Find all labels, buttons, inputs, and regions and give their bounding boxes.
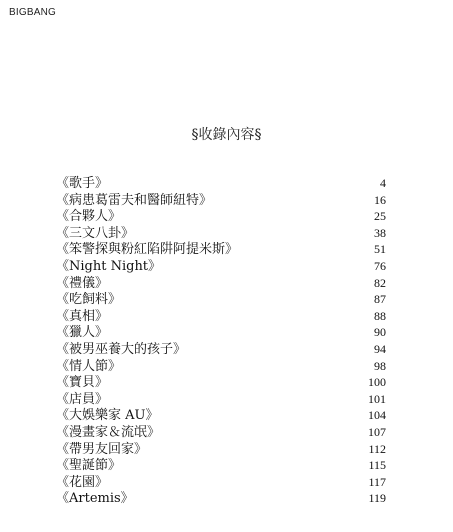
section-title: §收錄內容§ [191,127,262,143]
toc-entry-title: 《合夥人》 [56,209,122,225]
toc-row [56,341,386,358]
toc-entry-title: 《獵人》 [56,325,109,341]
toc-entry-title: 《帶男友回家》 [56,441,148,457]
toc-entry-page: 94 [374,341,386,356]
toc-entry-page: 16 [374,192,386,207]
toc-entry-page: 112 [368,441,386,456]
toc-entry-title: 《店員》 [56,391,109,407]
toc-row [56,457,386,474]
toc-entry-title: 《寶貝》 [56,375,109,391]
toc-entry-page: 98 [374,358,386,373]
toc-row [56,225,386,242]
toc-entry-title: 《禮儀》 [56,275,109,291]
toc-row [56,424,386,441]
toc-entry-title: 《Night Night》 [56,258,162,274]
toc-entry-title: 《Artemis》 [56,491,134,507]
toc-row [56,490,386,507]
table-of-contents [56,175,386,507]
toc-entry-title: 《漫畫家＆流氓》 [56,424,161,440]
toc-entry-page: 76 [374,258,386,273]
toc-entry-title: 《大娛樂家 AU》 [56,408,159,424]
toc-row [56,374,386,391]
toc-row [56,407,386,424]
toc-entry-title: 《病患葛雷夫和醫師紐特》 [56,192,213,208]
toc-entry-title: 《花園》 [56,474,109,490]
toc-entry-page: 119 [368,491,386,506]
toc-entry-page: 90 [374,325,386,340]
toc-entry-title: 《聖誕節》 [56,458,122,474]
toc-entry-page: 51 [374,242,386,257]
toc-row [56,258,386,275]
toc-entry-page: 38 [374,225,386,240]
toc-entry-title: 《情人節》 [56,358,122,374]
toc-entry-page: 101 [368,391,386,406]
toc-entry-title: 《真相》 [56,308,109,324]
toc-entry-page: 25 [374,209,386,224]
toc-row [56,441,386,458]
toc-entry-page: 87 [374,292,386,307]
toc-entry-page: 115 [368,458,386,473]
toc-entry-title: 《笨警探與粉紅陷阱阿提米斯》 [56,242,239,258]
toc-entry-title: 《歌手》 [56,176,109,191]
toc-row [56,275,386,292]
toc-entry-page: 4 [380,176,386,190]
toc-entry-page: 117 [368,474,386,489]
toc-row [56,192,386,209]
toc-entry-page: 104 [368,408,386,423]
toc-row [56,208,386,225]
toc-entry-title: 《吃飼料》 [56,292,122,308]
toc-row [56,175,386,192]
toc-entry-title: 《被男巫養大的孩子》 [56,341,187,357]
toc-entry-title: 《三文八卦》 [56,225,135,241]
toc-row [56,391,386,408]
toc-row [56,241,386,258]
toc-row [56,324,386,341]
toc-row [56,358,386,375]
toc-row [56,474,386,491]
toc-row [56,308,386,325]
toc-entry-page: 107 [368,424,386,439]
header-label: BIGBANG [9,7,56,18]
toc-row [56,291,386,308]
toc-entry-page: 88 [374,308,386,323]
toc-entry-page: 82 [374,275,386,290]
toc-entry-page: 100 [368,375,386,390]
